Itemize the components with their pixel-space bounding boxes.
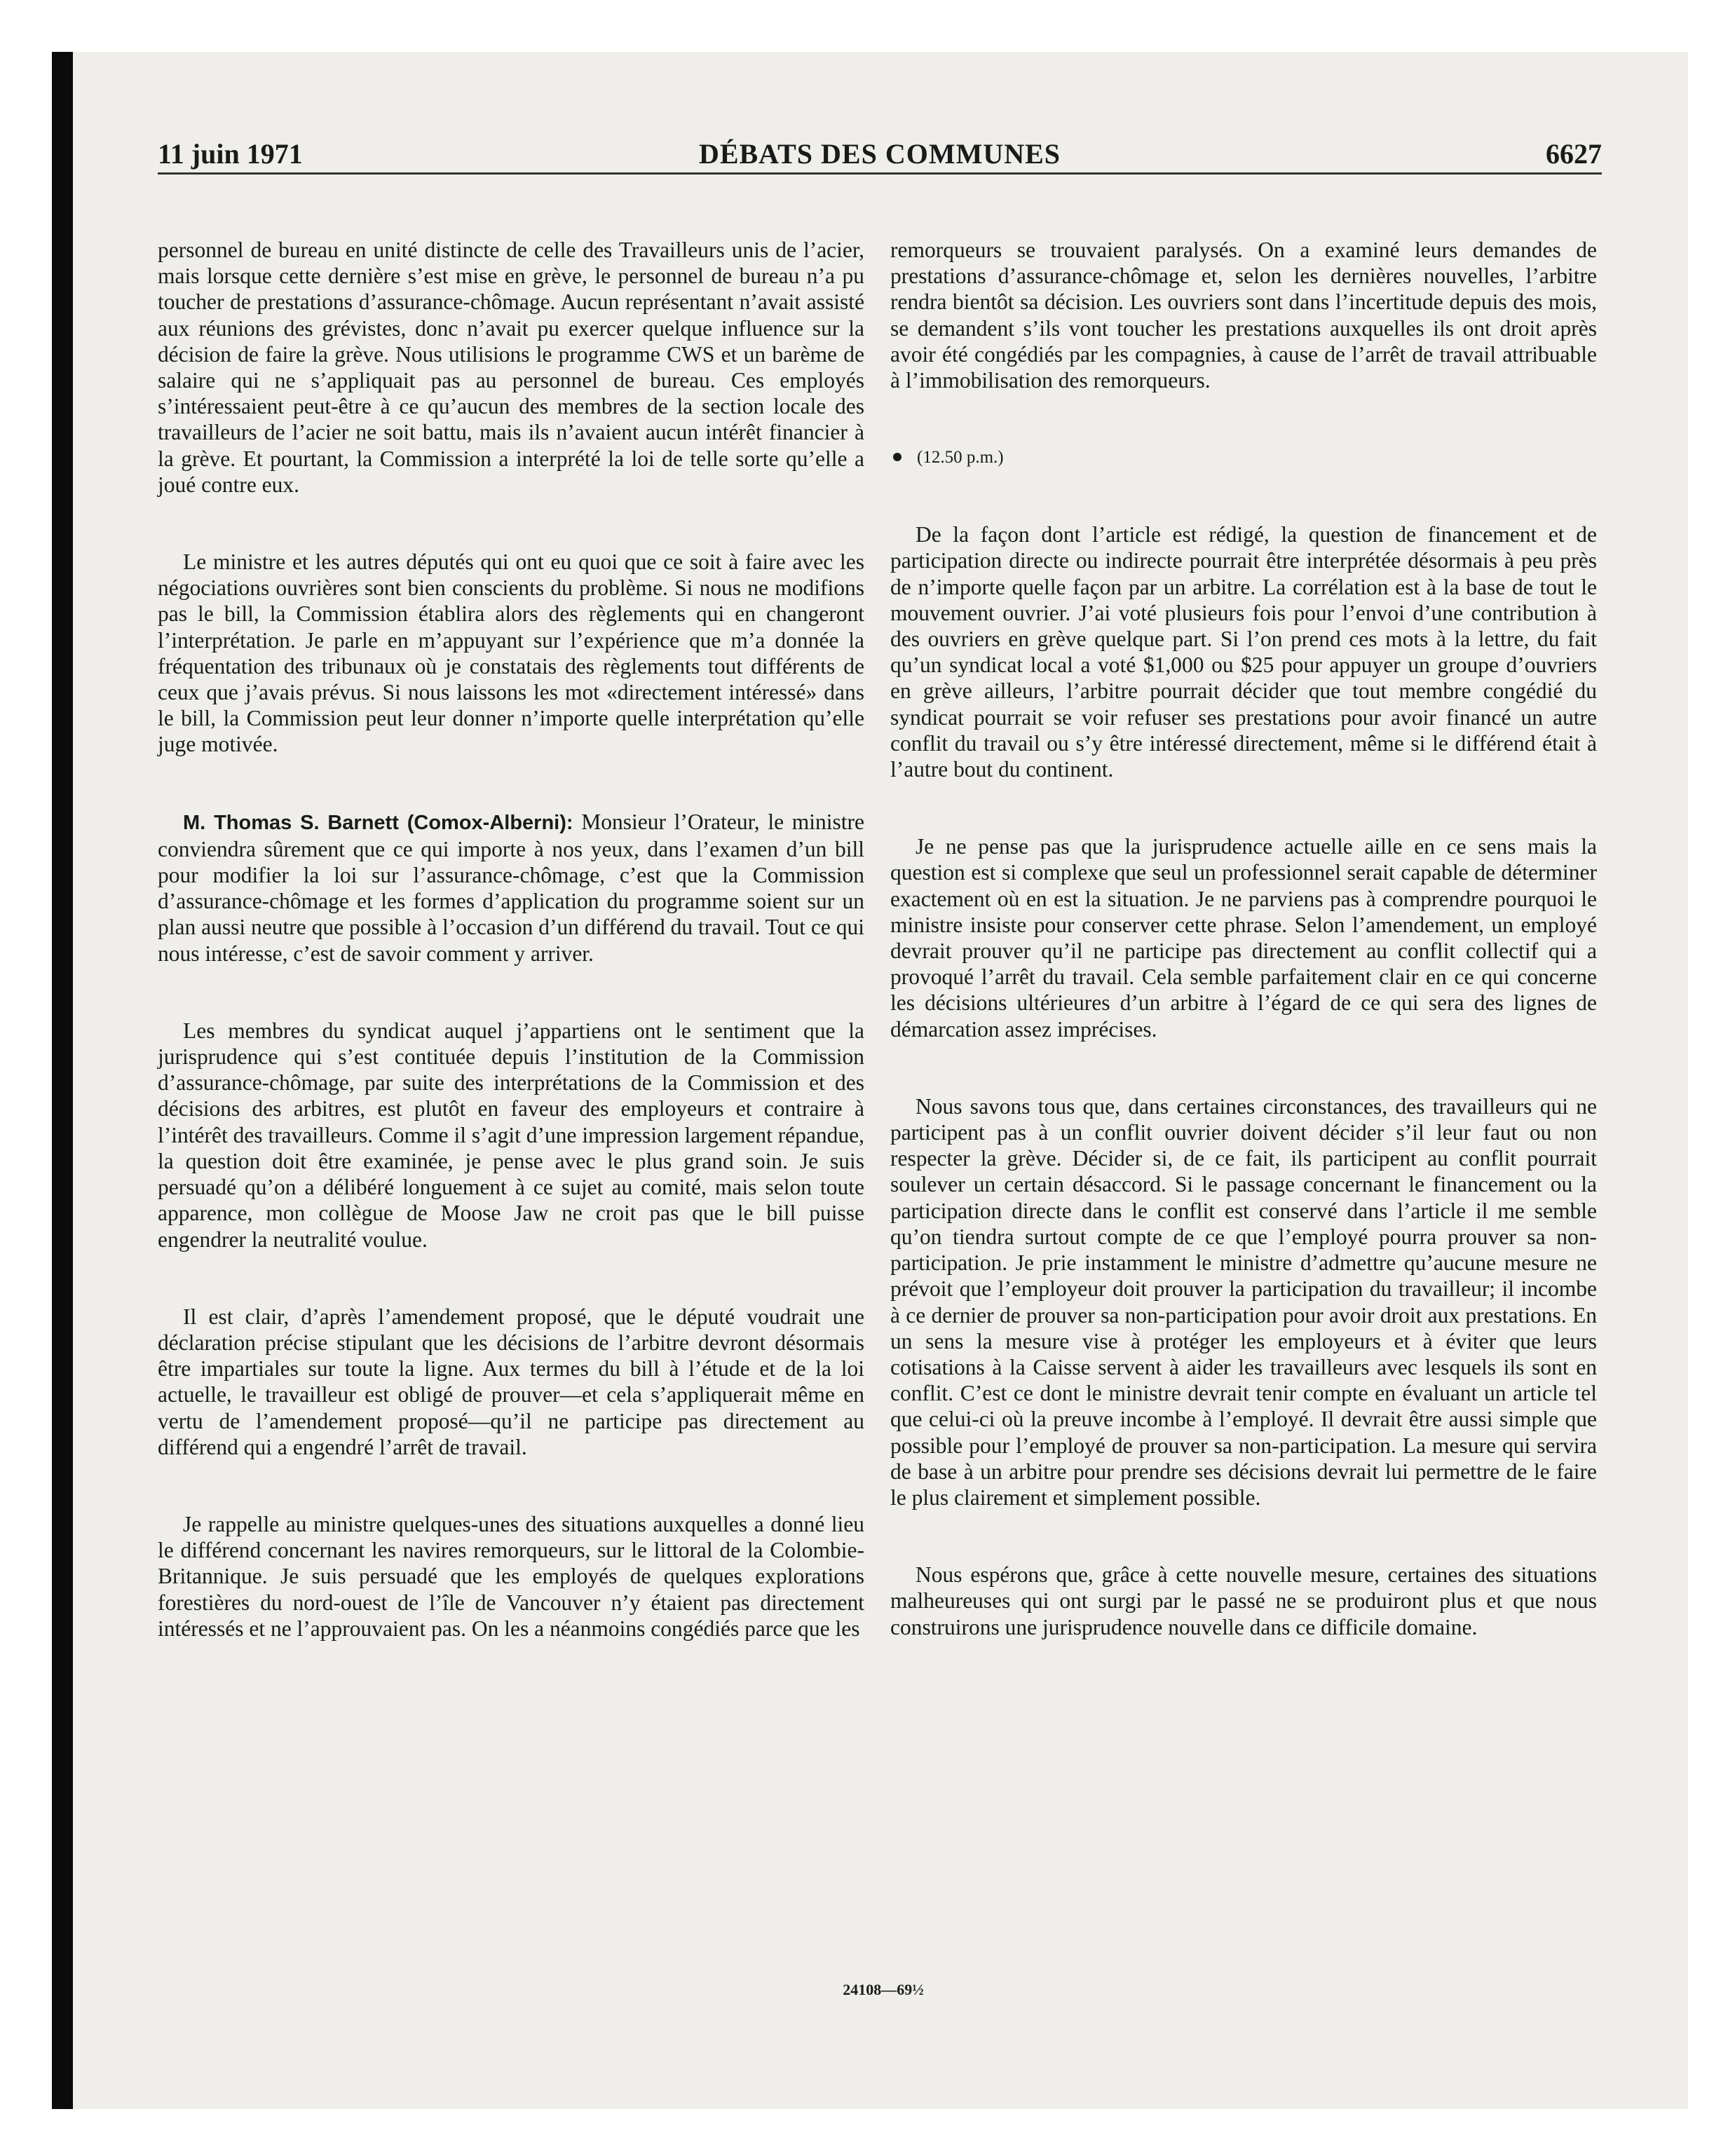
paragraph: Les membres du syndicat auquel j’appartiens ont le sentiment que la jurisprudence qui s’est contituée depuis l’institution de la Commission d’assurance-chômage, par suite des interprétations de la Commission et des décisions des arbitres, est plutôt en faveur des employeurs et contraire à l’intérêt des travailleurs. Comme il s’agit d’une impression largement répandue, la question doit être examinée, je pense avec le plus grand soin. Je suis persuadé qu’on a délibéré longuement à ce sujet au comité, mais selon toute apparence, mon collègue de Moose Jaw ne croit pas que le bill puisse engendrer la neutralité voulue. <box>158 1018 864 1252</box>
paragraph: remorqueurs se trouvaient paralysés. On a examiné leurs demandes de prestations d’assurance-chômage et, selon les dernières nouvelles, l’arbitre rendra bientôt sa décision. Les ouvriers sont dans l’incertitude depuis des mois, se demandent s’ils vont toucher les prestations auxquelles ils ont droit après avoir été congédiés par les compagnies, à cause de l’arrêt de travail attribuable à l’immobilisation des remorqueurs. <box>890 238 1597 393</box>
time-stamp <box>890 444 1597 471</box>
left-column <box>158 237 864 1693</box>
document-page <box>105 0 1612 2156</box>
paragraph: Je ne pense pas que la jurisprudence actuelle aille en ce sens mais la question est si complexe que seul un professionnel serait capable de déterminer exactement où en est la situation. Je ne parviens pas à comprendre pourquoi le ministre insiste pour conserver cette phrase. Selon l’amendement, un employé devrait prouver qu’il ne participe pas directement au conflit collectif qui a provoqué l’arrêt du travail. Cela semble parfaitement clair en ce qui concerne les décisions ultérieures d’un arbitre à l’égard de ce qui sera des lignes de démarcation assez imprécises. <box>890 834 1597 1042</box>
bullet-icon <box>893 453 901 461</box>
speech-text: Monsieur l’Orateur, le ministre conviendra sûrement que ce qui importe à nos yeux, dans l’examen d’un bill pour modifier la loi sur l’assurance-chômage, c’est que la Commission d’assurance-chômage et les formes d’application du programme soient sur un plan aussi neutre que possible à l’occasion d’un différend du travail. Tout ce qui nous intéresse, c’est de savoir comment y arriver. <box>158 809 864 966</box>
paragraph: Je rappelle au ministre quelques-unes des situations auxquelles a donné lieu le différend concernant les navires remorqueurs, sur le littoral de la Colombie-Britannique. Je suis persuadé que les employés de quelques explorations forestières du nord-ouest de l’île de Vancouver n’y étaient pas directement intéressés et ne l’approuvaient pas. On les a néanmoins congédiés parce que les <box>158 1511 864 1641</box>
scan-edge-shadow <box>52 52 73 2109</box>
paragraph: Nous espérons que, grâce à cette nouvelle mesure, certaines des situations malheureuses qui ont surgi par le passé ne se produiront plus et que nous construirons une jurisprudence nouvelle dans ce difficile domaine. <box>890 1562 1597 1639</box>
right-column <box>890 237 1597 1691</box>
footer-code: 24108—69½ <box>843 1981 924 1998</box>
header-date: 11 juin 1971 <box>158 138 303 170</box>
header-page-number: 6627 <box>1546 138 1602 170</box>
paragraph: Nous savons tous que, dans certaines circonstances, des travailleurs qui ne participent pas à un conflit ouvrier doivent décider s’il leur faut ou non respecter la grève. Décider si, de ce fait, ils participent au conflit pourrait soulever un certain désaccord. Si le passage concernant le financement ou la participation directe dans le conflit est conservé dans l’article il me semble qu’on tiendra surtout compte de ce que l’employé pourra prouver sa non-participation. Je prie instamment le ministre d’admettre qu’aucune mesure ne prévoit que l’employeur doit prouver la participation du travailleur; il incombe à ce dernier de prouver sa non-participation pour avoir droit aux prestations. En un sens la mesure vise à protéger les employeurs et à éviter que leurs cotisations à la Caisse servent à aider les travailleurs avec lesquels ils sont en conflit. C’est ce dont le ministre devrait tenir compte en évaluant un article tel que celui-ci où la preuve incombe à l’employé. Il devrait être aussi simple que possible pour l’employé de prouver sa non-participation. La mesure qui servira de base à un arbitre pour prendre ses décisions devrait lui permettre de le faire le plus clairement et simplement possible. <box>890 1093 1597 1510</box>
speech-paragraph <box>158 809 864 967</box>
paragraph: De la façon dont l’article est rédigé, la question de financement et de participation directe ou indirecte pourrait être interprétée désormais à peu près de n’importe quelle façon par un arbitre. La corrélation est à la base de tout le mouvement ouvrier. J’ai voté plusieurs fois pour l’envoi d’une contribution à des ouvriers en grève quelque part. Si l’on prend ces mots à la lettre, du fait qu’un syndicat local a voté $1,000 ou $25 pour appuyer un groupe d’ouvriers en grève ailleurs, l’arbitre pourrait décider que tout membre congédié du syndicat pourrait se voir refuser ses prestations pour avoir financé un autre conflit du travail ou s’y être intéressé directement, même si le différend était à l’autre bout du continent. <box>890 522 1597 782</box>
header-title: DÉBATS DES COMMUNES <box>698 138 1061 170</box>
time-stamp-text: (12.50 p.m.) <box>917 448 1004 468</box>
paragraph: Le ministre et les autres députés qui ont eu quoi que ce soit à faire avec les négociations ouvrières sont bien conscients du problème. Si nous ne modifions pas le bill, la Commission établira alors des règlements qui en changeront l’interprétation. Je parle en m’appuyant sur l’expérience que m’a donnée la fréquentation des tribunaux où je constatais des règlements tout différents de ceux que j’avais prévus. Si nous laissons les mot «directement intéressé» dans le bill, la Commission peut leur donner n’importe quelle interprétation qu’elle juge motivée. <box>158 550 864 757</box>
paragraph: Il est clair, d’après l’amendement proposé, que le député voudrait une déclaration précise stipulant que les décisions de l’arbitre devront désormais être impartiales sur toute la ligne. Aux termes du bill à l’étude et de la loi actuelle, le travailleur est obligé de prouver—et cela s’appliquerait même en vertu de l’amendement proposé—qu’il ne participe pas directement au différend qui a engendré l’arrêt de travail. <box>158 1304 864 1459</box>
paragraph: personnel de bureau en unité distincte de celle des Travailleurs unis de l’acier, mais lorsque cette dernière s’est mise en grève, le personnel de bureau n’a pu toucher de prestations d’assurance-chômage. Aucun représentant n’avait assisté aux réunions des grévistes, donc n’avait pu exercer quelque influence sur la décision de faire la grève. Nous utilisions le programme CWS et un barème de salaire qui ne s’appliquait pas au personnel de bureau. Ces employés s’intéressaient peut-être à ce qu’aucun des membres de la section locale des travailleurs de l’acier ne soit battu, mais ils n’avaient aucun intérêt financier à la grève. Et pourtant, la Commission a interprété la loi de telle sorte qu’elle a joué contre eux. <box>158 238 864 497</box>
page-header <box>158 137 1602 175</box>
speaker-name: M. Thomas S. Barnett (Comox-Alberni): <box>183 811 573 834</box>
